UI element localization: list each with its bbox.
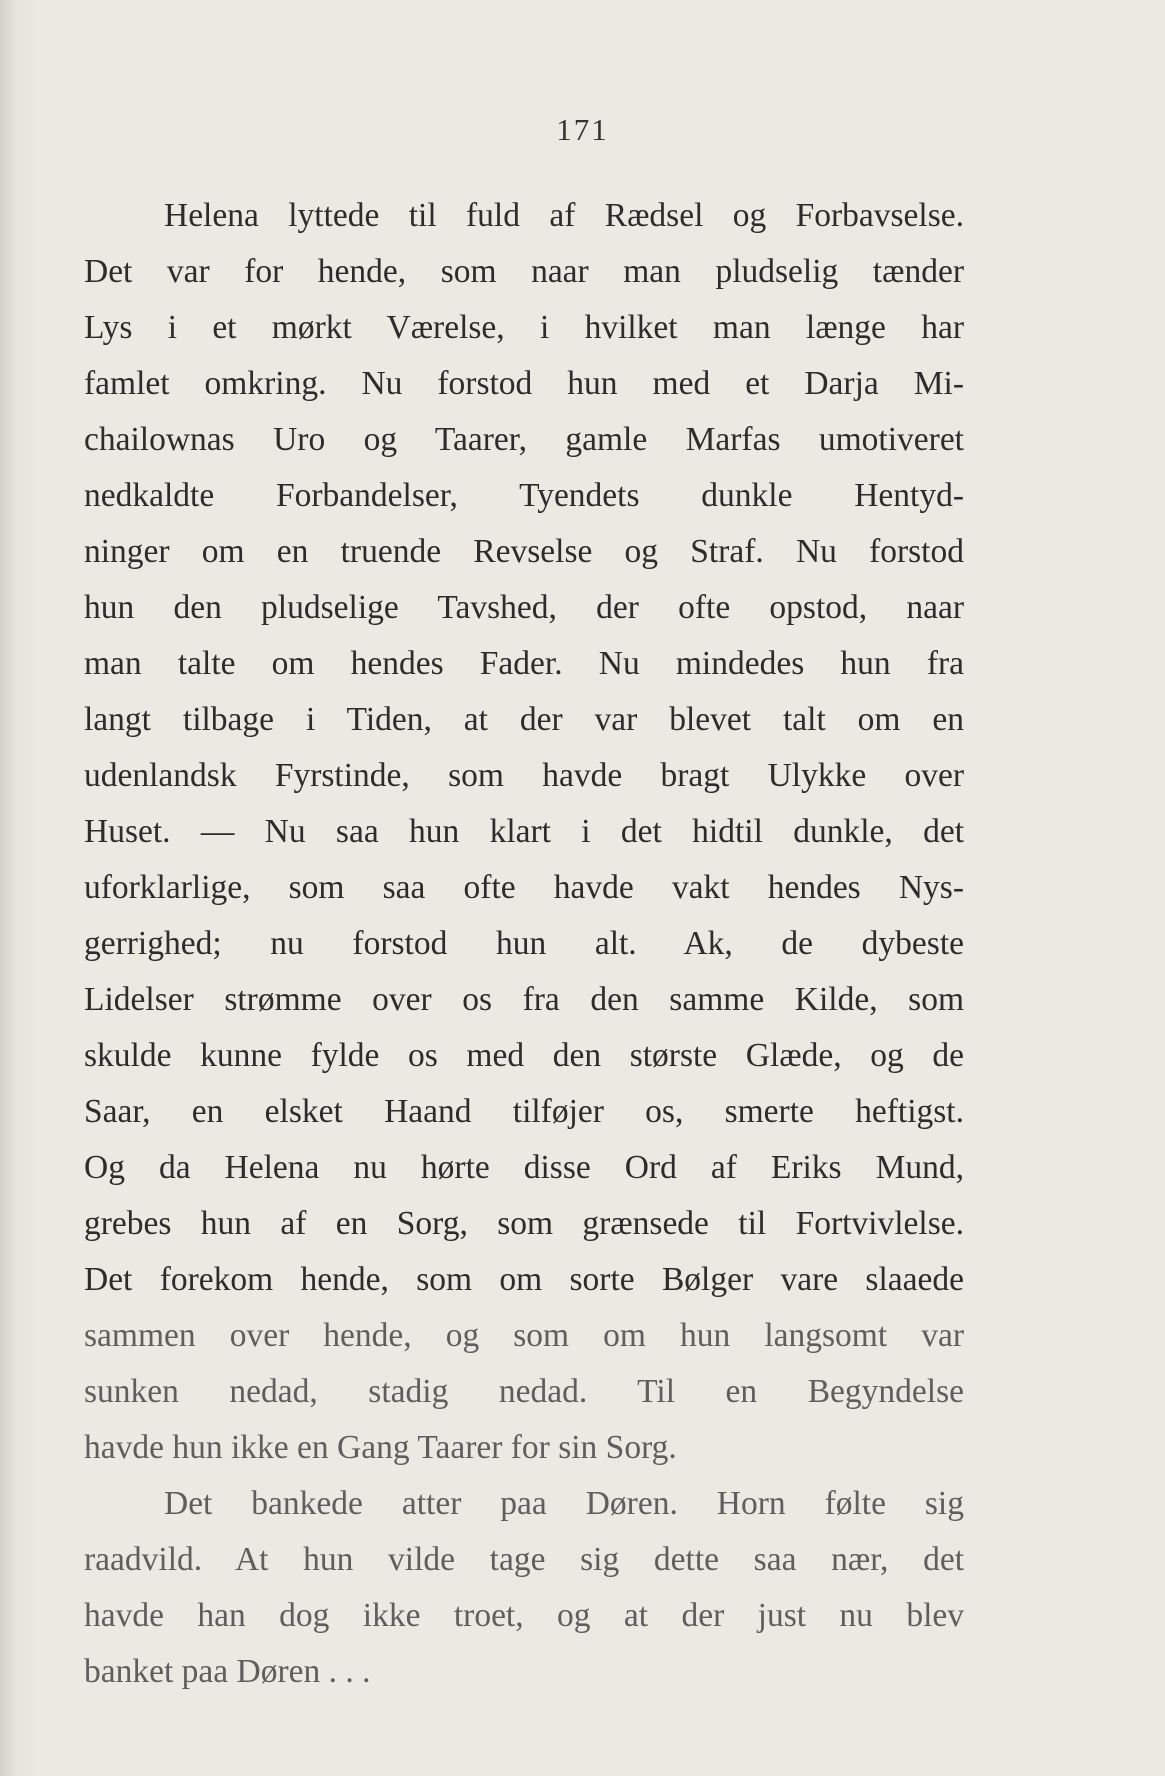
text-line: sunken nedad, stadig nedad. Til en Begyndelse (84, 1373, 964, 1410)
text-line: Det bankede atter paa Døren. Horn følte sig (164, 1485, 964, 1522)
text-line: Lidelser strømme over os fra den samme Kilde, som (84, 981, 964, 1018)
text-line: banket paa Døren . . . (84, 1653, 371, 1690)
text-line: grebes hun af en Sorg, som grænsede til Fortvivlelse. (84, 1205, 964, 1242)
text-line: hun den pludselige Tavshed, der ofte opstod, naar (84, 589, 964, 626)
body-text (84, 188, 964, 1700)
text-line: man talte om hendes Fader. Nu mindedes hun fra (84, 645, 964, 682)
text-line: gerrighed; nu forstod hun alt. Ak, de dybeste (84, 925, 964, 962)
text-line: Lys i et mørkt Værelse, i hvilket man længe har (84, 309, 964, 346)
page-number: 171 (556, 112, 609, 147)
text-line: skulde kunne fylde os med den største Glæde, og de (84, 1037, 964, 1074)
text-line: famlet omkring. Nu forstod hun med et Darja Mi- (84, 365, 964, 402)
text-line: Det forekom hende, som om sorte Bølger vare slaaede (84, 1261, 964, 1298)
text-line: havde han dog ikke troet, og at der just nu blev (84, 1597, 964, 1634)
text-line: Og da Helena nu hørte disse Ord af Eriks Mund, (84, 1149, 964, 1186)
text-line: Saar, en elsket Haand tilføjer os, smerte heftigst. (84, 1093, 964, 1130)
text-line: nedkaldte Forbandelser, Tyendets dunkle Hentyd- (84, 477, 964, 514)
text-line: chailownas Uro og Taarer, gamle Marfas umotiveret (84, 421, 964, 458)
text-line: ninger om en truende Revselse og Straf. Nu forstod (84, 533, 964, 570)
text-line: Helena lyttede til fuld af Rædsel og Forbavselse. (164, 197, 964, 234)
text-line: Det var for hende, som naar man pludselig tænder (84, 253, 964, 290)
text-line: langt tilbage i Tiden, at der var blevet talt om en (84, 701, 964, 738)
text-line: uforklarlige, som saa ofte havde vakt hendes Nys- (84, 869, 964, 906)
text-line: Huset. — Nu saa hun klart i det hidtil dunkle, det (84, 813, 964, 850)
text-line: havde hun ikke en Gang Taarer for sin Sorg. (84, 1429, 677, 1466)
text-line: udenlandsk Fyrstinde, som havde bragt Ulykke over (84, 757, 964, 794)
text-line: sammen over hende, og som om hun langsomt var (84, 1317, 964, 1354)
text-line: raadvild. At hun vilde tage sig dette saa nær, det (84, 1541, 964, 1578)
